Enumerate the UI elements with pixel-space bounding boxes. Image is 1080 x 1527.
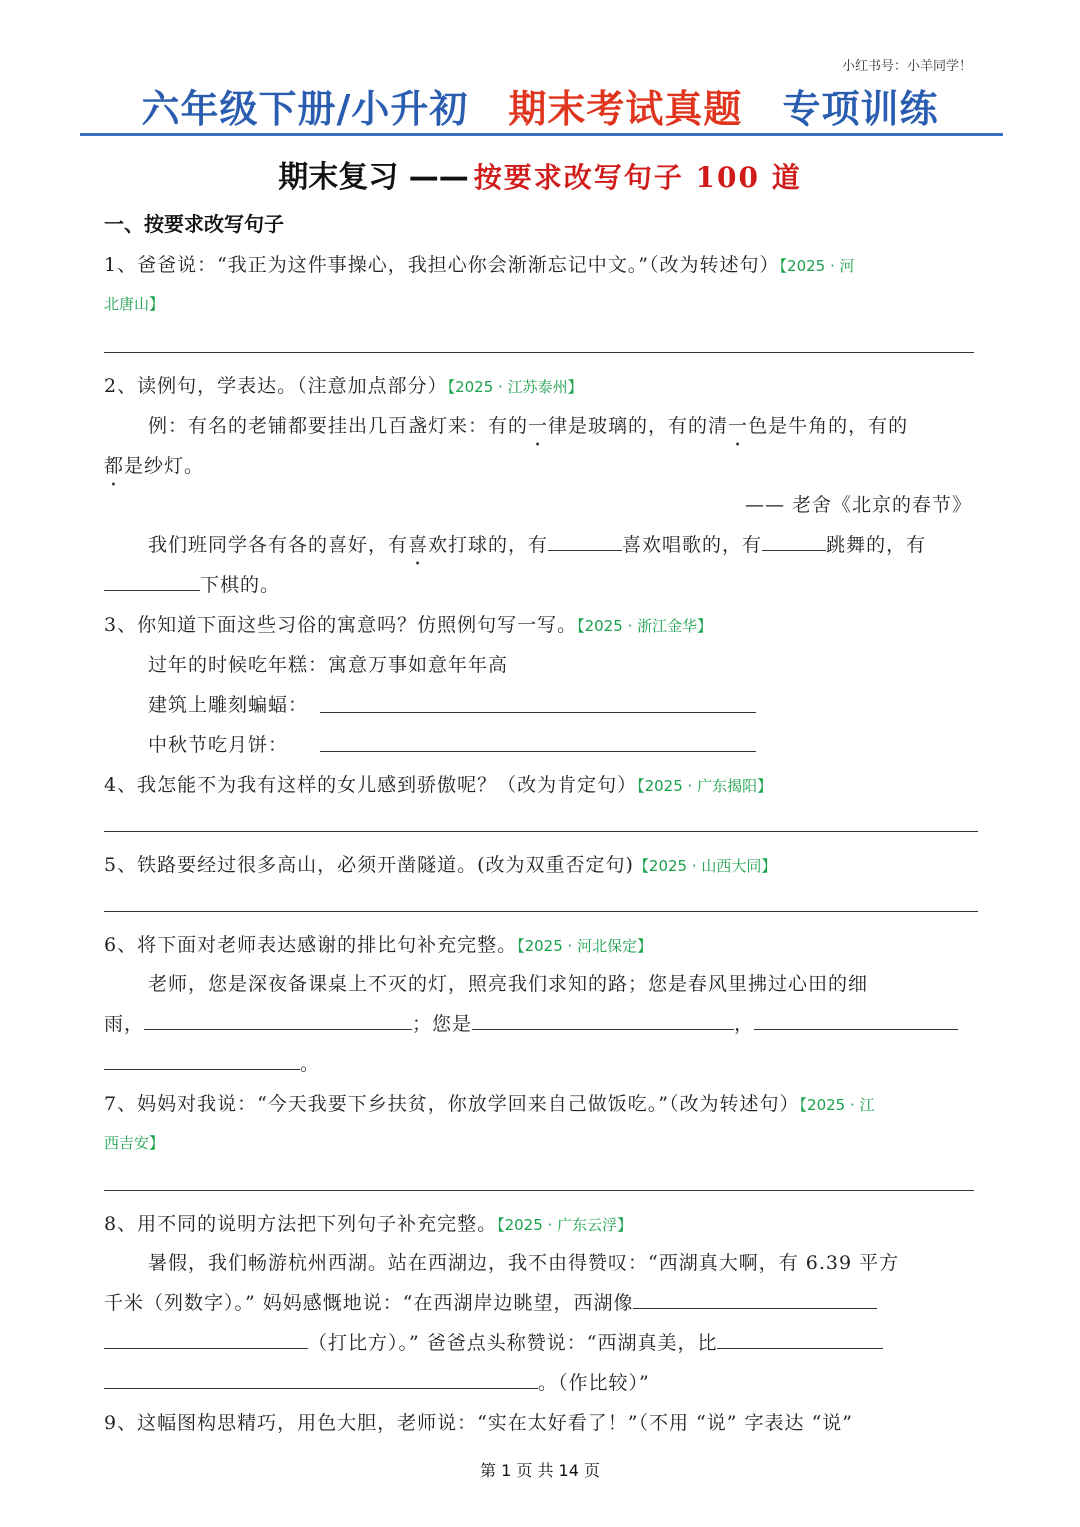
banner-exam: 期末考试真题 bbox=[508, 87, 743, 131]
answer-line-7[interactable] bbox=[104, 1190, 974, 1191]
blank-6c[interactable] bbox=[754, 1011, 958, 1030]
question-2-task-cont bbox=[104, 570, 280, 597]
question-6-body-1: 老师，您是深夜备课桌上不灭的灯，照亮我们求知的路；您是春风里拂过心田的细 bbox=[148, 973, 869, 995]
question-1 bbox=[104, 250, 855, 277]
blank-8c[interactable] bbox=[717, 1330, 883, 1349]
task-part-c: 喜欢唱歌的，有 bbox=[622, 534, 763, 556]
body-part-a: 雨， bbox=[104, 1013, 145, 1035]
page-footer: 第 1 页 共 14 页 bbox=[480, 1461, 600, 1480]
blank-8b[interactable] bbox=[104, 1330, 308, 1349]
dotted-char: 都 bbox=[104, 455, 125, 477]
question-2-example bbox=[148, 411, 908, 438]
subtitle-review: 期末复习 —— bbox=[278, 160, 469, 195]
question-9 bbox=[104, 1408, 853, 1435]
question-8-body-1: 暑假，我们畅游杭州西湖。站在西湖边，我不由得赞叹：“西湖真大啊，有 6.39 平方 bbox=[148, 1252, 900, 1274]
question-5-text: 5、铁路要经过很多高山，必须开凿隧道。(改为双重否定句) bbox=[104, 854, 634, 876]
question-1-text: 1、爸爸说：“我正为这件事操心，我担心你会渐渐忘记中文。”（改为转述句） bbox=[104, 254, 780, 276]
question-6-text: 6、将下面对老师表达感谢的排比句补充完整。 bbox=[104, 934, 518, 956]
example-part-b: 律是玻璃的，有的清 bbox=[548, 415, 729, 437]
body-end: 。 bbox=[300, 1053, 321, 1075]
header-divider bbox=[80, 133, 1003, 136]
question-2-text: 2、读例句，学表达。（注意加点部分） bbox=[104, 375, 448, 397]
answer-line-3b[interactable] bbox=[320, 751, 756, 752]
dotted-char: 一 bbox=[528, 415, 549, 437]
blank-6d[interactable] bbox=[104, 1051, 300, 1070]
body-end: 。（作比较）” bbox=[538, 1372, 650, 1394]
question-8-body-3 bbox=[104, 1328, 883, 1355]
question-8-body-4 bbox=[104, 1368, 650, 1395]
blank-1[interactable] bbox=[548, 532, 622, 551]
blank-6b[interactable] bbox=[472, 1011, 734, 1030]
body-part-b: ；您是 bbox=[412, 1013, 473, 1035]
body-part: （打比方）。” 爸爸点头称赞说：“西湖真美，比 bbox=[308, 1332, 718, 1354]
question-8-source: 【2025 · 广东云浮】 bbox=[497, 1216, 633, 1234]
question-2-attribution: —— 老舍《北京的春节》 bbox=[744, 494, 972, 516]
question-3-source: 【2025 · 浙江金华】 bbox=[577, 617, 713, 635]
blank-8a[interactable] bbox=[633, 1290, 877, 1309]
banner-training: 专项训练 bbox=[782, 87, 939, 131]
question-5-source: 【2025 · 山西大同】 bbox=[633, 857, 777, 875]
answer-line-4[interactable] bbox=[104, 831, 978, 832]
banner-grade: 六年级下册/小升初 bbox=[141, 87, 469, 131]
question-3-item-2: 中秋节吃月饼： bbox=[148, 734, 289, 756]
question-4 bbox=[104, 770, 772, 797]
question-7-text: 7、妈妈对我说：“今天我要下乡扶贫，你放学回来自己做饭吃。”（改为转述句） bbox=[104, 1093, 800, 1115]
blank-8d[interactable] bbox=[104, 1370, 538, 1389]
header-note: 小红书号：小羊同学！ bbox=[841, 59, 972, 74]
question-1-source: 【2025 · 河 bbox=[779, 257, 855, 275]
dotted-char: 一 bbox=[728, 415, 749, 437]
question-2-task bbox=[148, 530, 926, 557]
question-4-text: 4、我怎能不为我有这样的女儿感到骄傲呢？（改为肯定句） bbox=[104, 774, 638, 796]
question-1-source-cont bbox=[104, 292, 164, 314]
question-7-source: 【2025 · 江 bbox=[799, 1096, 875, 1114]
question-6-body-3 bbox=[104, 1049, 320, 1076]
task-part-a: 我们班同学各有各的喜好，有 bbox=[148, 534, 409, 556]
section-title: 一、按要求改写句子 bbox=[104, 212, 284, 236]
question-3-example: 过年的时候吃年糕：寓意万事如意年年高 bbox=[148, 654, 509, 676]
question-6-source: 【2025 · 河北保定】 bbox=[517, 937, 653, 955]
example-part-d: 是纱灯。 bbox=[124, 455, 205, 477]
example-part-c: 色是牛角的，有的 bbox=[748, 415, 909, 437]
question-8-text: 8、用不同的说明方法把下列句子补充完整。 bbox=[104, 1213, 498, 1235]
example-part-a: 例：有名的老铺都要挂出几百盏灯来：有的 bbox=[148, 415, 529, 437]
question-3-text: 3、你知道下面这些习俗的寓意吗？仿照例句写一写。 bbox=[104, 614, 578, 636]
question-2 bbox=[104, 371, 583, 398]
body-part: 千米（列数字）。” 妈妈感慨地说：“在西湖岸边眺望，西湖像 bbox=[104, 1292, 634, 1314]
answer-line-5[interactable] bbox=[104, 911, 978, 912]
question-2-example-cont bbox=[104, 451, 204, 478]
subtitle bbox=[0, 152, 1080, 196]
task-part-e: 下棋的。 bbox=[200, 574, 281, 596]
blank-2[interactable] bbox=[762, 532, 826, 551]
banner-title bbox=[0, 78, 1080, 133]
answer-line-1[interactable] bbox=[104, 352, 974, 353]
question-8 bbox=[104, 1209, 632, 1236]
question-5 bbox=[104, 850, 776, 877]
question-2-source: 【2025 · 江苏泰州】 bbox=[447, 378, 583, 396]
question-7-source-2: 西吉安】 bbox=[104, 1134, 165, 1152]
answer-line-3a[interactable] bbox=[320, 712, 756, 713]
question-3 bbox=[104, 610, 712, 637]
subtitle-topic: 按要求改写句子 100 道 bbox=[473, 161, 802, 194]
question-9-text: 9、这幅图构思精巧，用色大胆，老师说：“实在太好看了！”（不用 “说” 字表达 “说” bbox=[104, 1412, 853, 1434]
question-7 bbox=[104, 1089, 875, 1116]
question-8-body-2 bbox=[104, 1288, 877, 1315]
question-6-body-2 bbox=[104, 1009, 958, 1036]
question-1-source-2: 北唐山】 bbox=[104, 295, 165, 313]
blank-6a[interactable] bbox=[144, 1011, 412, 1030]
body-part-c: ， bbox=[734, 1013, 755, 1035]
blank-3[interactable] bbox=[104, 572, 200, 591]
task-part-b: 欢打球的，有 bbox=[428, 534, 549, 556]
question-4-source: 【2025 · 广东揭阳】 bbox=[637, 777, 773, 795]
task-part-d: 跳舞的，有 bbox=[826, 534, 927, 556]
question-3-item-1: 建筑上雕刻蝙蝠： bbox=[148, 694, 309, 716]
question-6 bbox=[104, 930, 652, 957]
dotted-char: 喜 bbox=[408, 534, 429, 556]
question-7-source-cont bbox=[104, 1131, 164, 1153]
